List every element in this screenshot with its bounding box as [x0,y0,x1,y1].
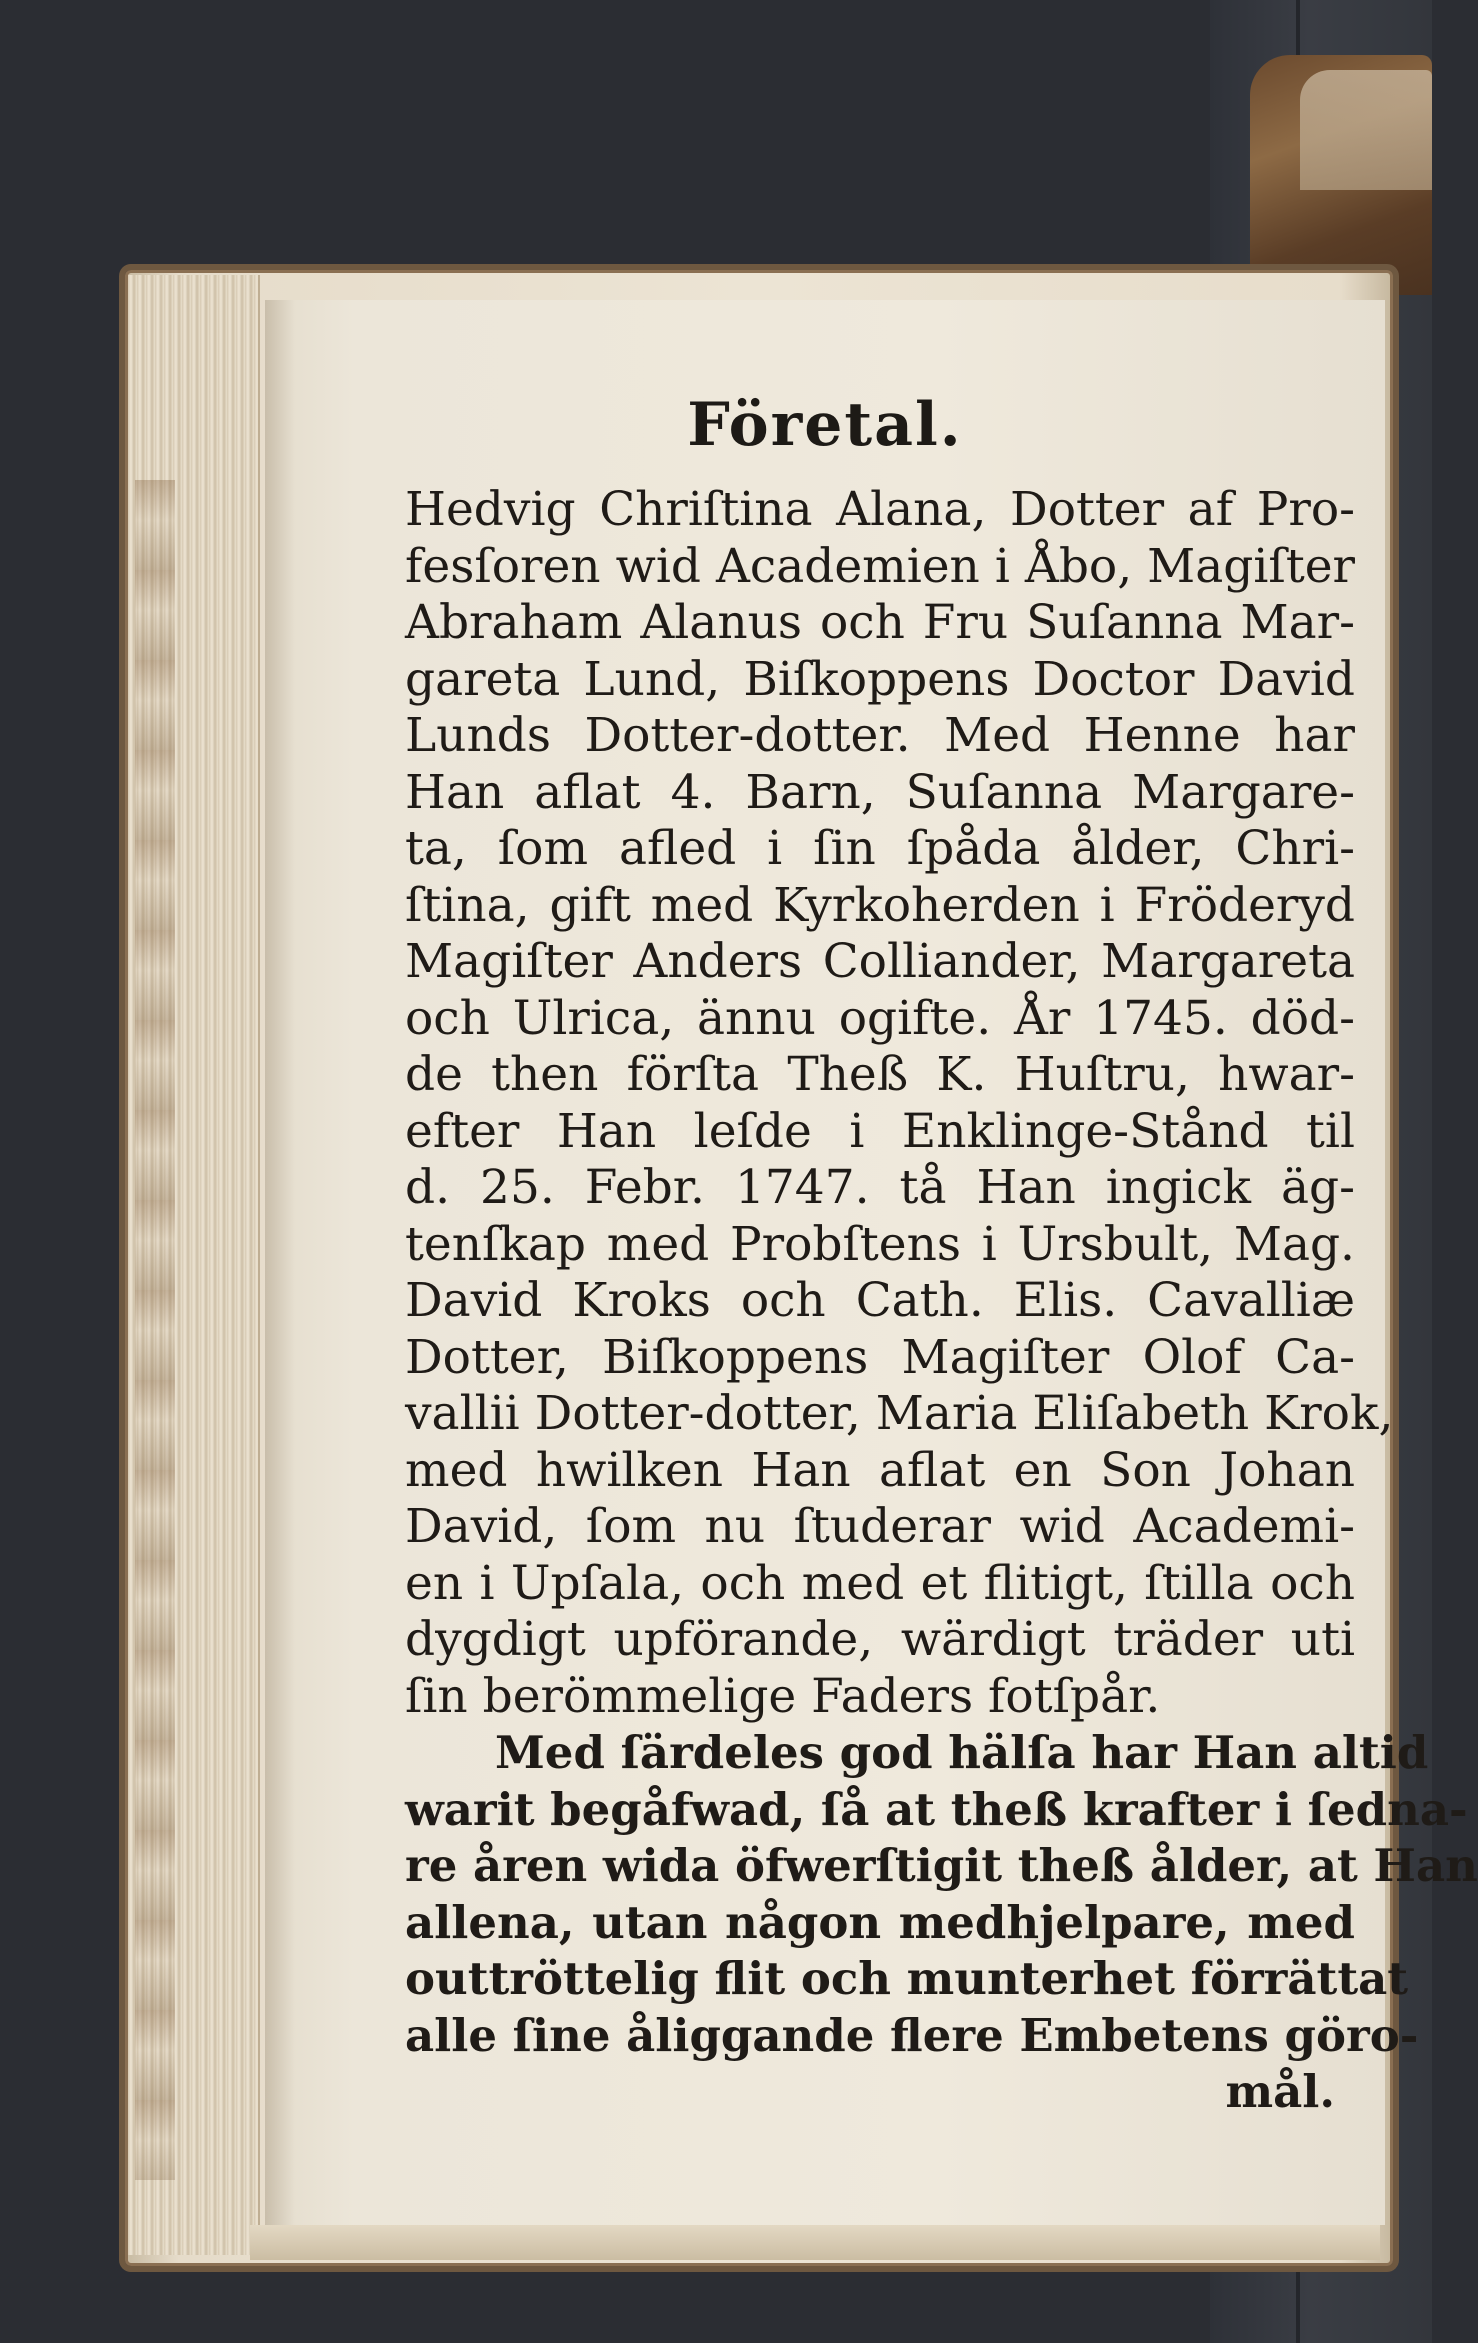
text-line: tenſkap med Probſtens i Ursbult, Mag. [405,1216,1355,1272]
text-line: Magiſter Anders Colliander, Margareta [405,934,1355,989]
page-edges-bottom [250,2225,1380,2260]
book-spine-cloth [1300,70,1432,190]
text-line: outtröttelig flit och munterhet förrättat [405,1952,1409,2005]
text-line: med hwilken Han aflat en Son Johan [405,1442,1355,1498]
text-line: Med ſärdeles god hälſa har Han altid [495,1726,1429,1779]
text-line: David, ſom nu ſtuderar wid Academi- [405,1499,1355,1554]
text-line: dygdigt upförande, wärdigt träder uti [405,1612,1355,1667]
page-gutter-shadow [265,300,295,2225]
text-line: allena, utan någon medhjelpare, med [405,1895,1355,1949]
text-line: efter Han leſde i Enklinge-Stånd til [405,1103,1355,1159]
text-line: ta, ſom afled i ſin ſpåda ålder, Chri- [405,821,1355,876]
text-line: de then förſta Theß K. Huſtru, hwar- [405,1047,1355,1102]
text-line: mål. [1225,2065,1335,2118]
text-line: gareta Lund, Biſkoppens Doctor David [405,651,1355,707]
text-line: Hedvig Chriſtina Alana, Dotter af Pro- [405,482,1355,537]
text-line: ſin berömmelige Faders fotſpår. [405,1668,1161,1724]
text-line: alle ſine åliggande flere Embetens göro- [405,2008,1419,2062]
text-line: Dotter, Biſkoppens Magiſter Olof Ca- [405,1329,1355,1385]
text-line: Han aflat 4. Barn, Suſanna Margare- [405,764,1355,820]
text-line: warit begåfwad, ſå at theß krafter i ſedna- [405,1782,1468,1836]
text-line: David Kroks och Cath. Elis. Cavalliæ [405,1273,1355,1328]
text-line: en i Upſala, och med et flitigt, ſtilla och [405,1555,1355,1611]
page-edge-stain [135,480,175,2180]
text-line: Lunds Dotter-dotter. Med Henne har [405,708,1355,763]
text-line: och Ulrica, ännu ogifte. År 1745. död- [405,990,1355,1046]
text-line: fesſoren wid Academien i Åbo, Magiſter [405,538,1355,594]
text-line: d. 25. Febr. 1747. tå Han ingick äg- [405,1160,1355,1215]
text-line: Abraham Alanus och Fru Suſanna Mar- [405,595,1355,650]
page-heading: Företal. [687,390,963,460]
body-text [405,482,1478,2121]
text-line: vallii Dotter-dotter, Maria Eliſabeth Krok, [405,1386,1394,1441]
text-line: ſtina, gift med Kyrkoherden i Fröderyd [405,877,1355,933]
text-line: re åren wida öfwerſtigit theß ålder, at Han [405,1839,1478,1892]
